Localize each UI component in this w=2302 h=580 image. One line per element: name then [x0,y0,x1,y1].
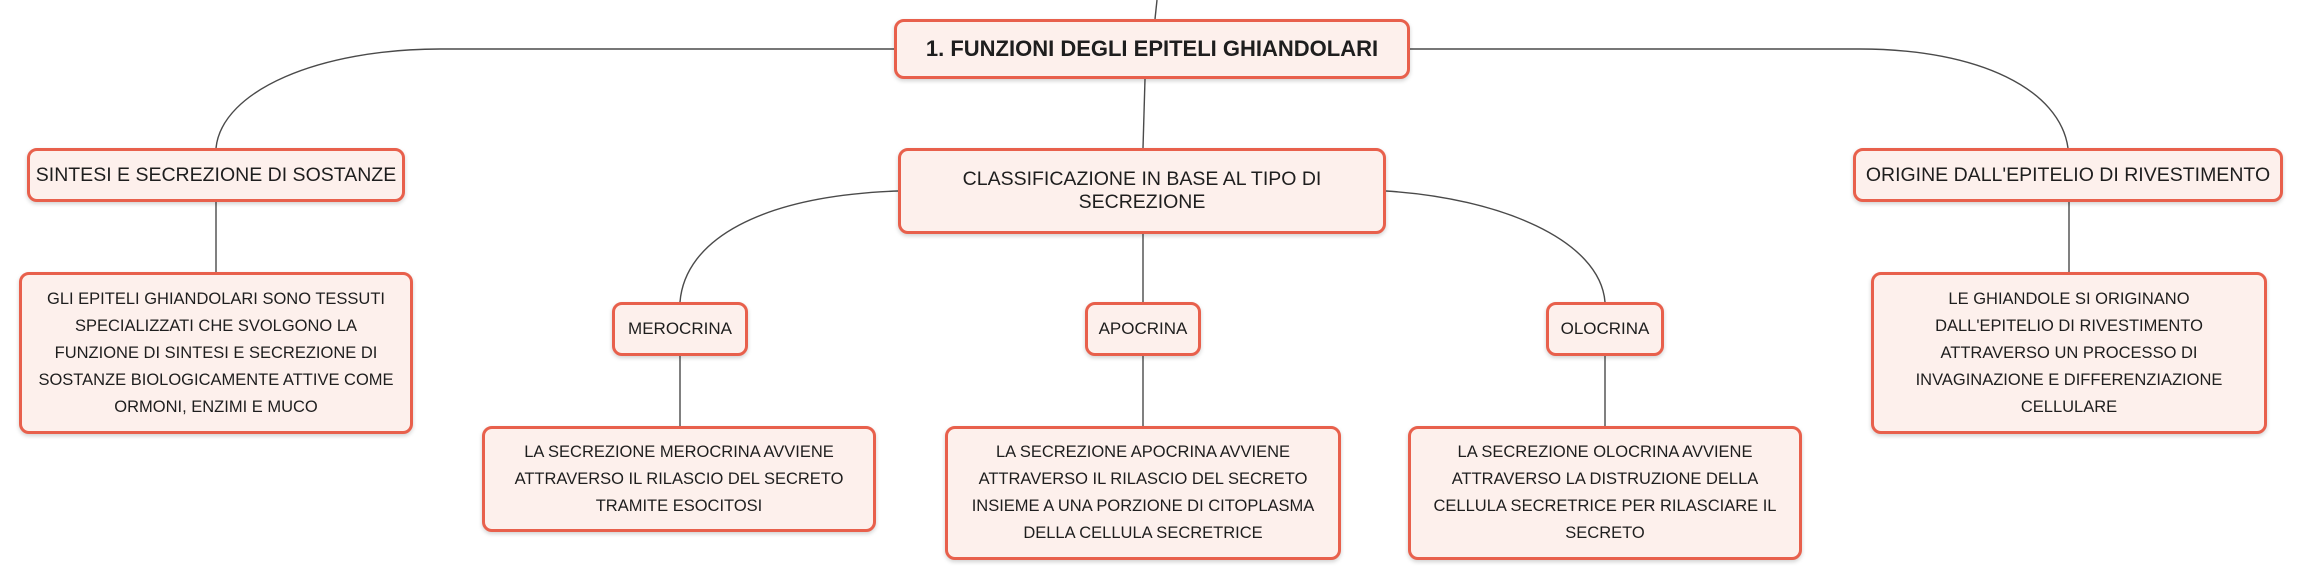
edge-class-merocrina [680,191,898,302]
edge-root-classificazione [1143,79,1145,148]
detail-origine[interactable]: LE GHIANDOLE SI ORIGINANO DALL'EPITELIO DI RIVESTIMENTO ATTRAVERSO UN PROCESSO DI INVAGINAZIONE E DIFFERENZIAZIONE CELLULARE [1871,272,2267,434]
node-apocrina[interactable]: APOCRINA [1085,302,1201,356]
detail-merocrina[interactable]: LA SECREZIONE MEROCRINA AVVIENE ATTRAVERSO IL RILASCIO DEL SECRETO TRAMITE ESOCITOSI [482,426,876,532]
node-olocrina[interactable]: OLOCRINA [1546,302,1664,356]
edge-root-origine [1410,49,2068,148]
edge-root-sintesi [216,49,894,148]
root-node[interactable]: 1. FUNZIONI DEGLI EPITELI GHIANDOLARI [894,19,1410,79]
branch-origine[interactable]: ORIGINE DALL'EPITELIO DI RIVESTIMENTO [1853,148,2283,202]
node-merocrina[interactable]: MEROCRINA [612,302,748,356]
branch-classificazione[interactable]: CLASSIFICAZIONE IN BASE AL TIPO DI SECREZIONE [898,148,1386,234]
edge-class-olocrina [1386,191,1605,302]
edge-root-incoming [1155,0,1157,19]
detail-apocrina[interactable]: LA SECREZIONE APOCRINA AVVIENE ATTRAVERSO IL RILASCIO DEL SECRETO INSIEME A UNA PORZIONE DI CITOPLASMA DELLA CELLULA SECRETRICE [945,426,1341,560]
branch-sintesi[interactable]: SINTESI E SECREZIONE DI SOSTANZE [27,148,405,202]
detail-sintesi[interactable]: GLI EPITELI GHIANDOLARI SONO TESSUTI SPECIALIZZATI CHE SVOLGONO LA FUNZIONE DI SINTESI E SECREZIONE DI SOSTANZE BIOLOGICAMENTE ATTIVE COME ORMONI, ENZIMI E MUCO [19,272,413,434]
detail-olocrina[interactable]: LA SECREZIONE OLOCRINA AVVIENE ATTRAVERSO LA DISTRUZIONE DELLA CELLULA SECRETRICE PER RILASCIARE IL SECRETO [1408,426,1802,560]
